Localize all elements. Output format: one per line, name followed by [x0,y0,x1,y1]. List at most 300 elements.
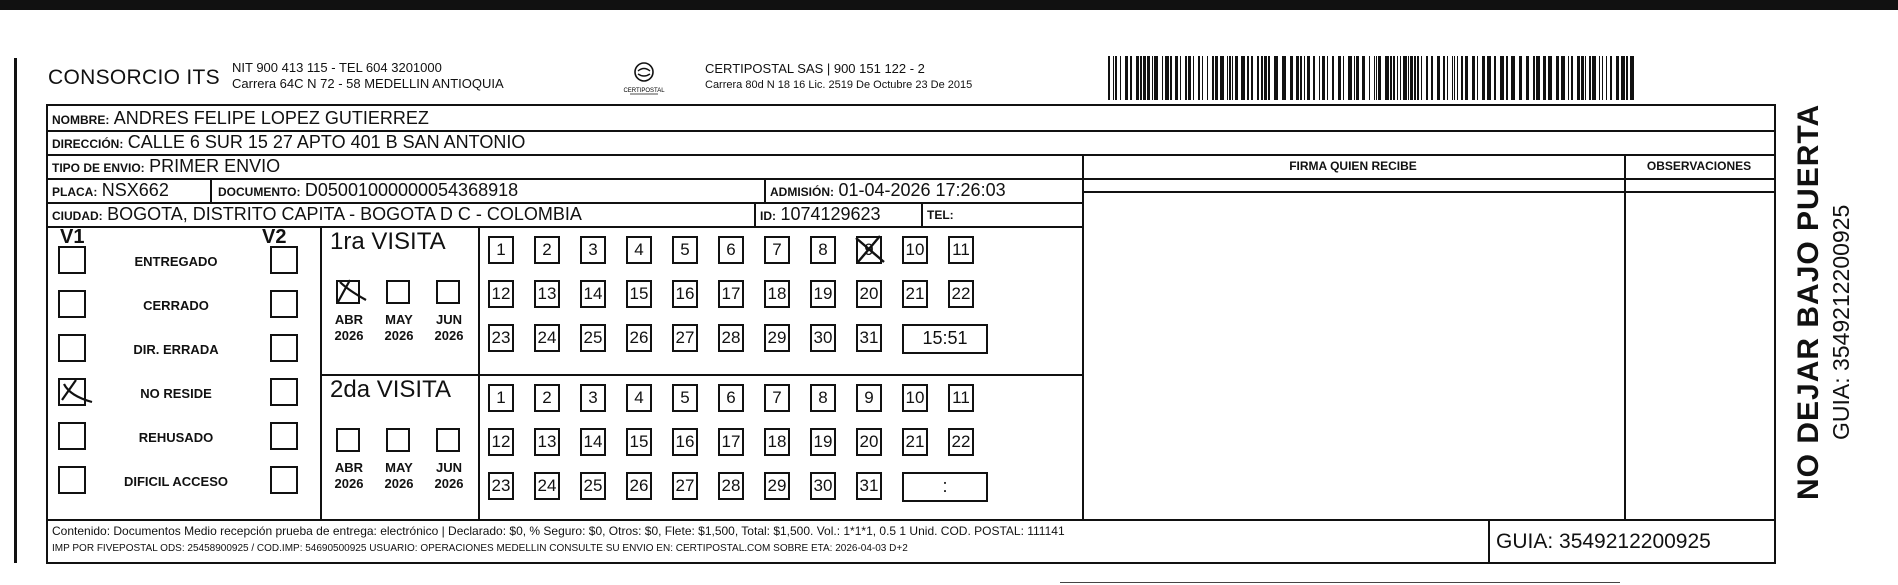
day-number: 25 [583,476,603,495]
name-row [52,108,429,129]
day-number: 22 [951,432,971,451]
day-box[interactable] [580,472,606,500]
barcode-bar [1519,56,1522,100]
day-box[interactable] [856,384,882,412]
day-box[interactable] [856,280,882,308]
month-label [326,312,372,344]
barcode-bar [1354,56,1355,100]
day-number: 22 [951,284,971,303]
day-number: 27 [675,328,695,347]
barcode-bar [1300,56,1302,100]
barcode-bar [1447,56,1448,100]
barcode-bar [1376,56,1377,100]
v2-checkbox[interactable] [270,334,298,362]
day-box[interactable] [672,324,698,352]
day-number: 8 [818,240,828,259]
time-box[interactable] [902,472,988,502]
day-box[interactable] [810,236,836,264]
barcode-bar [1232,56,1233,100]
day-number: 19 [813,284,833,303]
barcode-bar [1175,56,1178,100]
barcode-bar [1533,56,1535,100]
day-box[interactable] [534,236,560,264]
barcode-bar [1589,56,1591,100]
barcode-bar [1410,56,1413,100]
barcode-bar [1378,56,1381,100]
day-box[interactable] [902,384,928,412]
day-box[interactable] [580,428,606,456]
day-number: 14 [583,284,603,303]
barcode-bar [1229,56,1231,100]
day-number: 23 [491,476,511,495]
day-number: 7 [772,240,782,259]
month-checkbox[interactable] [336,428,360,452]
no-dejar-warning: NO DEJAR BAJO PUERTA [1792,103,1825,500]
day-number: 27 [675,476,695,495]
tel-label: TEL: [927,208,954,222]
day-box[interactable] [534,324,560,352]
barcode-bar [1268,56,1270,100]
plate-value: NSX662 [101,180,169,200]
day-number: 3 [588,240,598,259]
day-box[interactable] [488,384,514,412]
day-box[interactable] [488,472,514,500]
day-number: 2 [542,388,552,407]
day-box[interactable] [626,236,652,264]
v2-checkbox[interactable] [270,246,298,274]
v2-checkbox[interactable] [270,290,298,318]
visit-title: 1ra VISITA [330,228,446,255]
city-value: BOGOTA, DISTRITO CAPITA - BOGOTA D C - COLOMBIA [107,204,582,224]
day-box[interactable] [856,472,882,500]
barcode-bar [1585,56,1586,100]
day-number: 24 [537,328,557,347]
barcode-bar [1343,56,1344,100]
barcode-bar [1500,56,1504,100]
day-box[interactable] [948,428,974,456]
day-box[interactable] [626,324,652,352]
day-number: 8 [818,388,828,407]
v1-checkbox[interactable] [58,290,86,318]
day-number: 6 [726,240,736,259]
v1-header: V1 [60,226,85,248]
barcode-bar [1437,56,1440,100]
barcode-bar [1304,56,1305,100]
barcode-bar [1616,56,1619,100]
barcode-bar [1264,56,1267,100]
day-box[interactable] [534,384,560,412]
barcode-bar [1494,56,1496,100]
barcode-bar [1487,56,1491,100]
day-number: 5 [680,240,690,259]
barcode-bar [1147,56,1150,100]
barcode-bar [1282,56,1286,100]
barcode-bar [1115,56,1117,100]
v1-checkbox[interactable] [58,334,86,362]
barcode-bar [1162,56,1163,100]
month-year: 2026 [434,328,464,343]
barcode-bar [1457,56,1458,100]
day-box[interactable] [810,472,836,500]
day-box[interactable] [764,324,790,352]
v1-checkbox[interactable] [58,466,86,494]
barcode-bar [1571,56,1573,100]
check-mark-icon [58,376,98,406]
day-number: 14 [583,432,603,451]
barcode-bar [1165,56,1169,100]
day-box[interactable] [488,324,514,352]
ship-type-label: TIPO DE ENVIO: [52,161,145,175]
day-number: 12 [491,432,511,451]
month-year: 2026 [384,476,414,491]
barcode-bar [1426,56,1428,100]
barcode-bar [1577,56,1580,100]
day-number: 29 [767,328,787,347]
barcode-bar [1257,56,1259,100]
day-number: 13 [537,284,557,303]
barcode-bar [1296,56,1299,100]
id-value: 1074129623 [780,204,881,224]
barcode-bar [1581,56,1584,100]
ship-type-row [52,156,280,177]
left-border [14,58,17,563]
day-number: 19 [813,432,833,451]
barcode-bar [1170,56,1172,100]
day-box[interactable] [626,384,652,412]
barcode-bar [1477,56,1478,100]
day-number: 2 [542,240,552,259]
barcode-bar [1421,56,1422,100]
day-number: 11 [952,240,970,259]
barcode-bar [1548,56,1552,100]
day-box[interactable] [948,236,974,264]
barcode-bar [1454,56,1455,100]
day-number: 25 [583,328,603,347]
barcode-bar [1307,56,1310,100]
document-label: DOCUMENTO: [218,185,301,199]
barcode-bar [1443,56,1445,100]
barcode-bar [1526,56,1529,100]
v1-checkbox[interactable] [58,246,86,274]
day-box[interactable] [534,472,560,500]
barcode-bar [1322,56,1325,100]
month-name: MAY [385,460,413,475]
admission-value: 01-04-2026 17:26:03 [838,180,1006,200]
barcode-bar [1332,56,1334,100]
day-box[interactable] [764,384,790,412]
day-number: 15 [629,432,649,451]
day-box[interactable] [626,280,652,308]
ship-type: PRIMER ENVIO [149,156,281,176]
day-box[interactable] [902,236,928,264]
barcode-bar [1592,56,1596,100]
day-box[interactable] [948,280,974,308]
barcode-bar [1385,56,1389,100]
barcode-bar [1220,56,1224,100]
barcode-bar [1215,56,1218,100]
v1-checkbox[interactable] [58,378,86,406]
day-box[interactable] [488,236,514,264]
barcode-bar [1274,56,1278,100]
status-label: CERRADO [143,298,209,313]
day-number: 9 [864,388,874,407]
barcode-bar [1461,56,1463,100]
day-number: 9 [864,240,874,259]
barcode-bar [1108,56,1110,100]
v2-checkbox[interactable] [270,422,298,450]
barcode-bar [1417,56,1419,100]
day-box[interactable] [626,428,652,456]
day-number: 5 [680,388,690,407]
day-number: 16 [675,432,695,451]
barcode-bar [1241,56,1245,100]
day-box[interactable] [810,324,836,352]
day-box[interactable] [718,472,744,500]
day-number: 3 [588,388,598,407]
day-box[interactable] [718,324,744,352]
day-box[interactable] [856,324,882,352]
barcode-bar [1482,56,1485,100]
month-name: MAY [385,312,413,327]
day-number: 20 [859,284,879,303]
day-box[interactable] [856,236,882,264]
month-year: 2026 [434,476,464,491]
barcode-bar [1227,56,1228,100]
day-box[interactable] [902,428,928,456]
day-box[interactable] [718,384,744,412]
v2-checkbox[interactable] [270,378,298,406]
barcode-bar [1543,56,1546,100]
month-name: JUN [435,312,462,327]
v2-checkbox[interactable] [270,466,298,494]
day-box[interactable] [902,280,928,308]
day-number: 16 [675,284,695,303]
month-checkbox[interactable] [386,428,410,452]
day-box[interactable] [534,428,560,456]
cross-mark-icon [854,234,888,268]
day-box[interactable] [672,428,698,456]
signature-header: FIRMA QUIEN RECIBE [1289,159,1417,173]
barcode-bar [1599,56,1600,100]
day-box[interactable] [534,280,560,308]
barcode-bar [1472,56,1475,100]
day-box[interactable] [672,236,698,264]
month-name: ABR [334,460,364,475]
day-box[interactable] [580,280,606,308]
day-box[interactable] [672,280,698,308]
day-number: 23 [491,328,511,347]
barcode-bar [1511,56,1515,100]
certipostal-logo [620,58,668,98]
day-number: 10 [905,388,925,407]
cert-address: Carrera 80d N 18 16 Lic. 2519 De Octubre 23 De 2015 [705,79,973,91]
barcode-bar [1602,56,1603,100]
day-box[interactable] [764,280,790,308]
barcode [1108,56,1638,100]
svg-text:CERTIPOSTAL: CERTIPOSTAL [623,88,665,94]
barcode-bar [1561,56,1565,100]
status-label: DIR. ERRADA [133,342,219,357]
barcode-bar [1207,56,1208,100]
visit-title: 2da VISITA [330,376,451,403]
month-year: 2026 [334,476,364,491]
day-box[interactable] [672,384,698,412]
status-label: NO RESIDE [140,386,212,401]
barcode-bar [1397,56,1398,100]
month-checkbox[interactable] [436,428,460,452]
barcode-bar [1319,56,1320,100]
day-box[interactable] [718,428,744,456]
top-border [0,0,1898,10]
barcode-bar [1140,56,1142,100]
barcode-bar [1390,56,1392,100]
barcode-bar [1536,56,1540,100]
name-label: NOMBRE: [52,113,110,127]
certipostal-info [705,60,972,94]
day-number: 30 [813,476,833,495]
barcode-bar [1506,56,1508,100]
day-box[interactable] [948,384,974,412]
barcode-bar [1356,56,1359,100]
barcode-bar [1362,56,1365,100]
check-mark-icon [334,276,368,304]
month-checkbox[interactable] [386,280,410,304]
company-name: CONSORCIO ITS [48,66,220,89]
barcode-bar [1393,56,1395,100]
document-value: D05001000000054368918 [304,180,519,200]
plate-cell [52,180,169,201]
v2-header: V2 [262,226,287,248]
city-label: CIUDAD: [52,209,103,223]
barcode-bar [1261,56,1263,100]
barcode-bar [1408,56,1409,100]
barcode-bar [1193,56,1194,100]
barcode-bar [1374,56,1375,100]
day-box[interactable] [718,236,744,264]
month-name: ABR [334,312,364,327]
barcode-bar [1143,56,1146,100]
company-info [232,60,504,92]
day-number: 20 [859,432,879,451]
day-number: 7 [772,388,782,407]
time-value: 15:51 [922,328,968,348]
barcode-bar [1313,56,1315,100]
month-checkbox[interactable] [336,280,360,304]
barcode-bar [1202,56,1203,100]
day-number: 13 [537,432,557,451]
barcode-bar [1180,56,1181,100]
day-box[interactable] [718,280,744,308]
day-number: 15 [629,284,649,303]
day-box[interactable] [672,472,698,500]
barcode-bar [1188,56,1191,100]
barcode-bar [1369,56,1370,100]
day-number: 18 [767,432,787,451]
barcode-bar [1630,56,1634,100]
status-label: DIFICIL ACCESO [123,474,228,489]
day-number: 21 [905,432,925,451]
print-info: IMP POR FIVEPOSTAL ODS: 25458900925 / COD.IMP: 54690500925 USUARIO: OPERACIONES MEDELLIN CONSULTE SU ENVIO EN: CERTIPOSTAL.COM SOBRE ETA: 2026-04-03 D+2 [52,543,908,554]
month-label [426,460,472,492]
company-address: Carrera 64C N 72 - 58 MEDELLIN ANTIOQUIA [232,76,504,91]
month-name: JUN [435,460,462,475]
day-box[interactable] [580,324,606,352]
month-label [426,312,472,344]
plate-label: PLACA: [52,185,98,199]
day-box[interactable] [626,472,652,500]
day-box[interactable] [764,428,790,456]
barcode-bar [1626,56,1628,100]
day-number: 31 [859,476,879,495]
day-box[interactable] [810,384,836,412]
day-box[interactable] [856,428,882,456]
barcode-bar [1251,56,1253,100]
day-box[interactable] [488,428,514,456]
barcode-bar [1247,56,1249,100]
address-label: DIRECCIÓN: [52,137,124,151]
month-checkbox[interactable] [436,280,460,304]
side-guia: GUIA: 3549212200925 [1828,204,1854,440]
barcode-bar [1465,56,1468,100]
day-box[interactable] [764,472,790,500]
day-box[interactable] [580,236,606,264]
time-value: : [942,476,948,496]
barcode-bar [1400,56,1401,100]
time-box[interactable] [902,324,988,354]
barcode-bar [1338,56,1341,100]
nit-line: NIT 900 413 115 - TEL 604 3201000 [232,60,442,75]
day-box[interactable] [488,280,514,308]
barcode-bar [1431,56,1433,100]
recipient-name: ANDRES FELIPE LOPEZ GUTIERREZ [113,108,429,128]
day-box[interactable] [810,428,836,456]
day-box[interactable] [764,236,790,264]
observations-header: OBSERVACIONES [1646,159,1752,173]
day-number: 6 [726,388,736,407]
tel-cell [927,206,954,224]
postal-logo-icon [620,58,668,98]
day-number: 17 [721,284,741,303]
content-summary: Contenido: Documentos Medio recepción prueba de entrega: electrónico | Declarado: $0, % Seguro: $0, Otros: $0, Flete: $1,500, Total: $1,500. Vol.: 1*1*1, 0.5 1 Unid. COD. POSTAL: 111141 [52,524,1065,538]
day-box[interactable] [580,384,606,412]
barcode-bar [1198,56,1200,100]
day-number: 31 [859,328,879,347]
day-box[interactable] [810,280,836,308]
barcode-bar [1125,56,1128,100]
barcode-bar [1152,56,1153,100]
barcode-bar [1606,56,1607,100]
day-number: 30 [813,328,833,347]
v1-checkbox[interactable] [58,422,86,450]
day-number: 1 [496,388,506,407]
barcode-bar [1621,56,1625,100]
day-number: 4 [634,388,644,407]
day-number: 17 [721,432,741,451]
barcode-bar [1452,56,1453,100]
barcode-bar [1130,56,1132,100]
day-number: 29 [767,476,787,495]
day-number: 11 [952,388,970,407]
month-label [376,312,422,344]
document-cell [218,180,518,201]
day-number: 18 [767,284,787,303]
barcode-bar [1403,56,1407,100]
barcode-bar [1327,56,1328,100]
id-label: ID: [760,209,776,223]
month-year: 2026 [384,328,414,343]
day-number: 21 [905,284,925,303]
status-label: ENTREGADO [134,254,218,269]
